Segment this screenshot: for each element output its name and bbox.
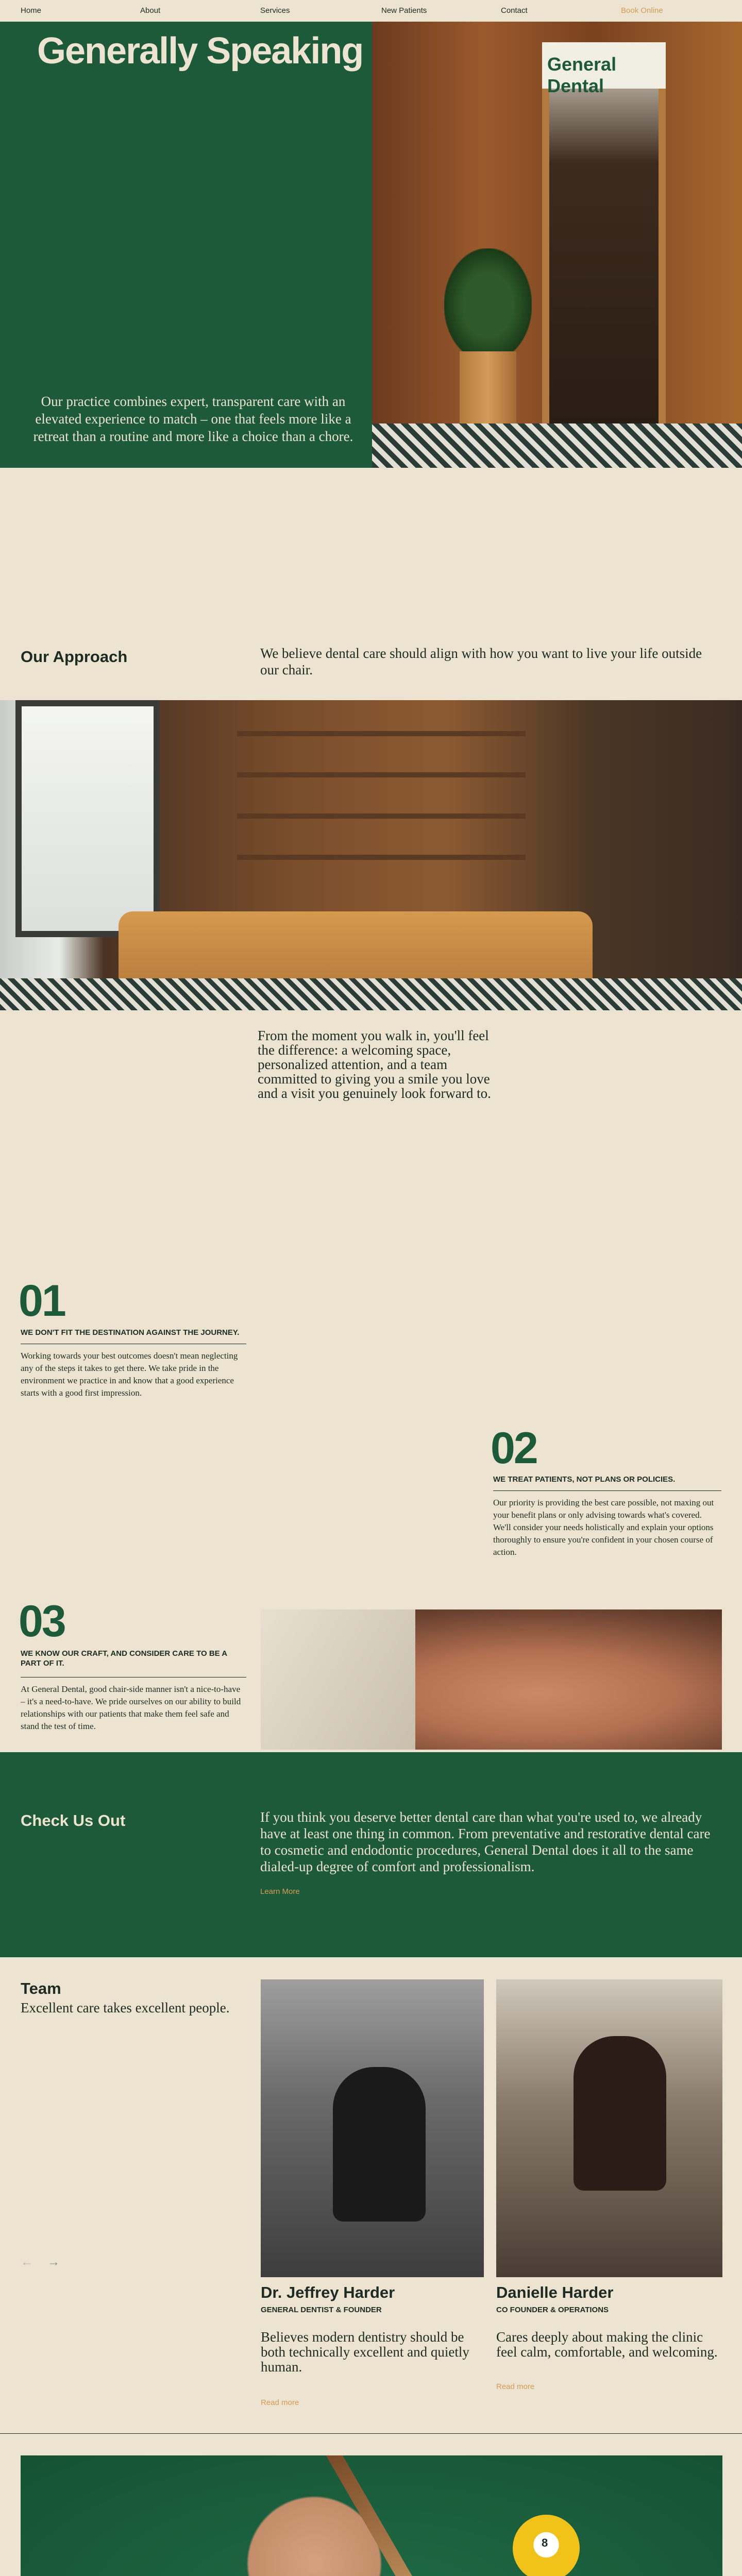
divider xyxy=(0,2433,742,2434)
team-member-desc: Believes modern dentistry should be both technically excellent and quietly human. xyxy=(261,2329,469,2375)
person-figure xyxy=(333,2067,426,2222)
check-us-out-section xyxy=(0,1752,742,1957)
top-nav xyxy=(0,0,742,22)
divider xyxy=(493,1490,721,1491)
hero xyxy=(0,22,742,468)
moment-text: From the moment you walk in, you'll feel the difference: a welcoming space, personalized attention, and a team committed to giving you a smile you love and a visit you genuinely look forward to. xyxy=(258,1028,491,1101)
team-subtitle: Excellent care takes excellent people. xyxy=(21,2000,230,2015)
team-photo xyxy=(261,1979,484,2277)
book-online-button[interactable]: Book Online xyxy=(621,6,663,15)
lounge-image xyxy=(0,700,742,1010)
nav-new-patients[interactable]: New Patients xyxy=(381,6,427,15)
shelf xyxy=(237,814,526,819)
nav-about[interactable]: About xyxy=(140,6,161,15)
tiled-floor xyxy=(372,423,742,468)
team-photo xyxy=(496,1979,722,2277)
team-carousel-controls xyxy=(21,2256,60,2269)
arrow-left-icon[interactable]: ← xyxy=(21,2256,33,2269)
team-member-desc: Cares deeply about making the clinic feel calm, comfortable, and welcoming. xyxy=(496,2329,718,2360)
point-heading: WE DON'T FIT THE DESTINATION AGAINST THE JOURNEY. xyxy=(21,1328,240,1337)
nav-contact[interactable]: Contact xyxy=(501,6,528,15)
smiling-patient-image xyxy=(261,1609,722,1750)
point-number: 03 xyxy=(19,1597,65,1646)
shelf xyxy=(237,731,526,736)
check-text: If you think you deserve better dental care than what you're used to, we already have at least one thing in common. From preventative and restorative dental care to cosmetic and endodontic procedures, General Dental does it all to the same dialed-up degree of comfort and professionalism. xyxy=(260,1809,711,1874)
read-more-link[interactable]: Read more xyxy=(496,2382,535,2391)
point-heading: WE KNOW OUR CRAFT, AND CONSIDER CARE TO BE A PART OF IT. xyxy=(21,1649,227,1668)
clinic-entrance-image xyxy=(372,22,742,468)
point-heading: WE TREAT PATIENTS, NOT PLANS OR POLICIES. xyxy=(493,1475,676,1484)
window xyxy=(15,700,160,937)
arrow-right-icon[interactable]: → xyxy=(47,2256,60,2269)
team-title: Team xyxy=(21,1979,61,1997)
point-body: At General Dental, good chair-side manner isn't a nice-to-have – it's a need-to-have. We pride ourselves on our ability to build relationships with our patients that make them feel safe and stand the test of time. xyxy=(21,1684,241,1731)
shelf xyxy=(237,855,526,860)
billiards-image xyxy=(21,2455,722,2576)
point-number: 02 xyxy=(491,1423,537,1473)
check-title: Check Us Out xyxy=(21,1811,126,1829)
pool-ball: 8 xyxy=(513,2515,580,2576)
team-member-role: GENERAL DENTIST & FOUNDER xyxy=(261,2306,382,2314)
hero-text: Our practice combines expert, transparent care with an elevated experience to match – one that feels more like a retreat than a routine and more like a choice than a chore. xyxy=(33,394,353,444)
team-member-role: CO FOUNDER & OPERATIONS xyxy=(496,2306,609,2314)
hero-panel xyxy=(0,22,372,468)
point-number: 01 xyxy=(19,1276,65,1326)
nav-services[interactable]: Services xyxy=(260,6,290,15)
approach-text: We believe dental care should align with how you want to live your life outside our chair. xyxy=(260,646,702,677)
door-sign: General Dental xyxy=(542,42,666,89)
read-more-link[interactable]: Read more xyxy=(261,2398,299,2407)
plant xyxy=(444,248,532,362)
hero-title: Generally Speaking xyxy=(37,30,363,72)
person-figure xyxy=(574,2036,666,2191)
doorway xyxy=(542,42,666,434)
point-body: Working towards your best outcomes doesn't mean neglecting any of the steps it takes to get there. We take pride in the environment we practice in and know that a good experience starts with a good first impression. xyxy=(21,1351,238,1398)
nav-home[interactable]: Home xyxy=(21,6,42,15)
tiled-floor xyxy=(0,978,742,1010)
approach-title: Our Approach xyxy=(21,648,128,666)
point-body: Our priority is providing the best care possible, not maxing out your benefit plans or only advising towards what's covered. We'll consider your needs holistically and explain your options thoroughly to ensure you're confident in your chosen course of action. xyxy=(493,1498,714,1557)
team-member-name: Danielle Harder xyxy=(496,2283,614,2301)
shelf xyxy=(237,772,526,777)
team-member-name: Dr. Jeffrey Harder xyxy=(261,2283,395,2301)
learn-more-link[interactable]: Learn More xyxy=(260,1887,300,1896)
